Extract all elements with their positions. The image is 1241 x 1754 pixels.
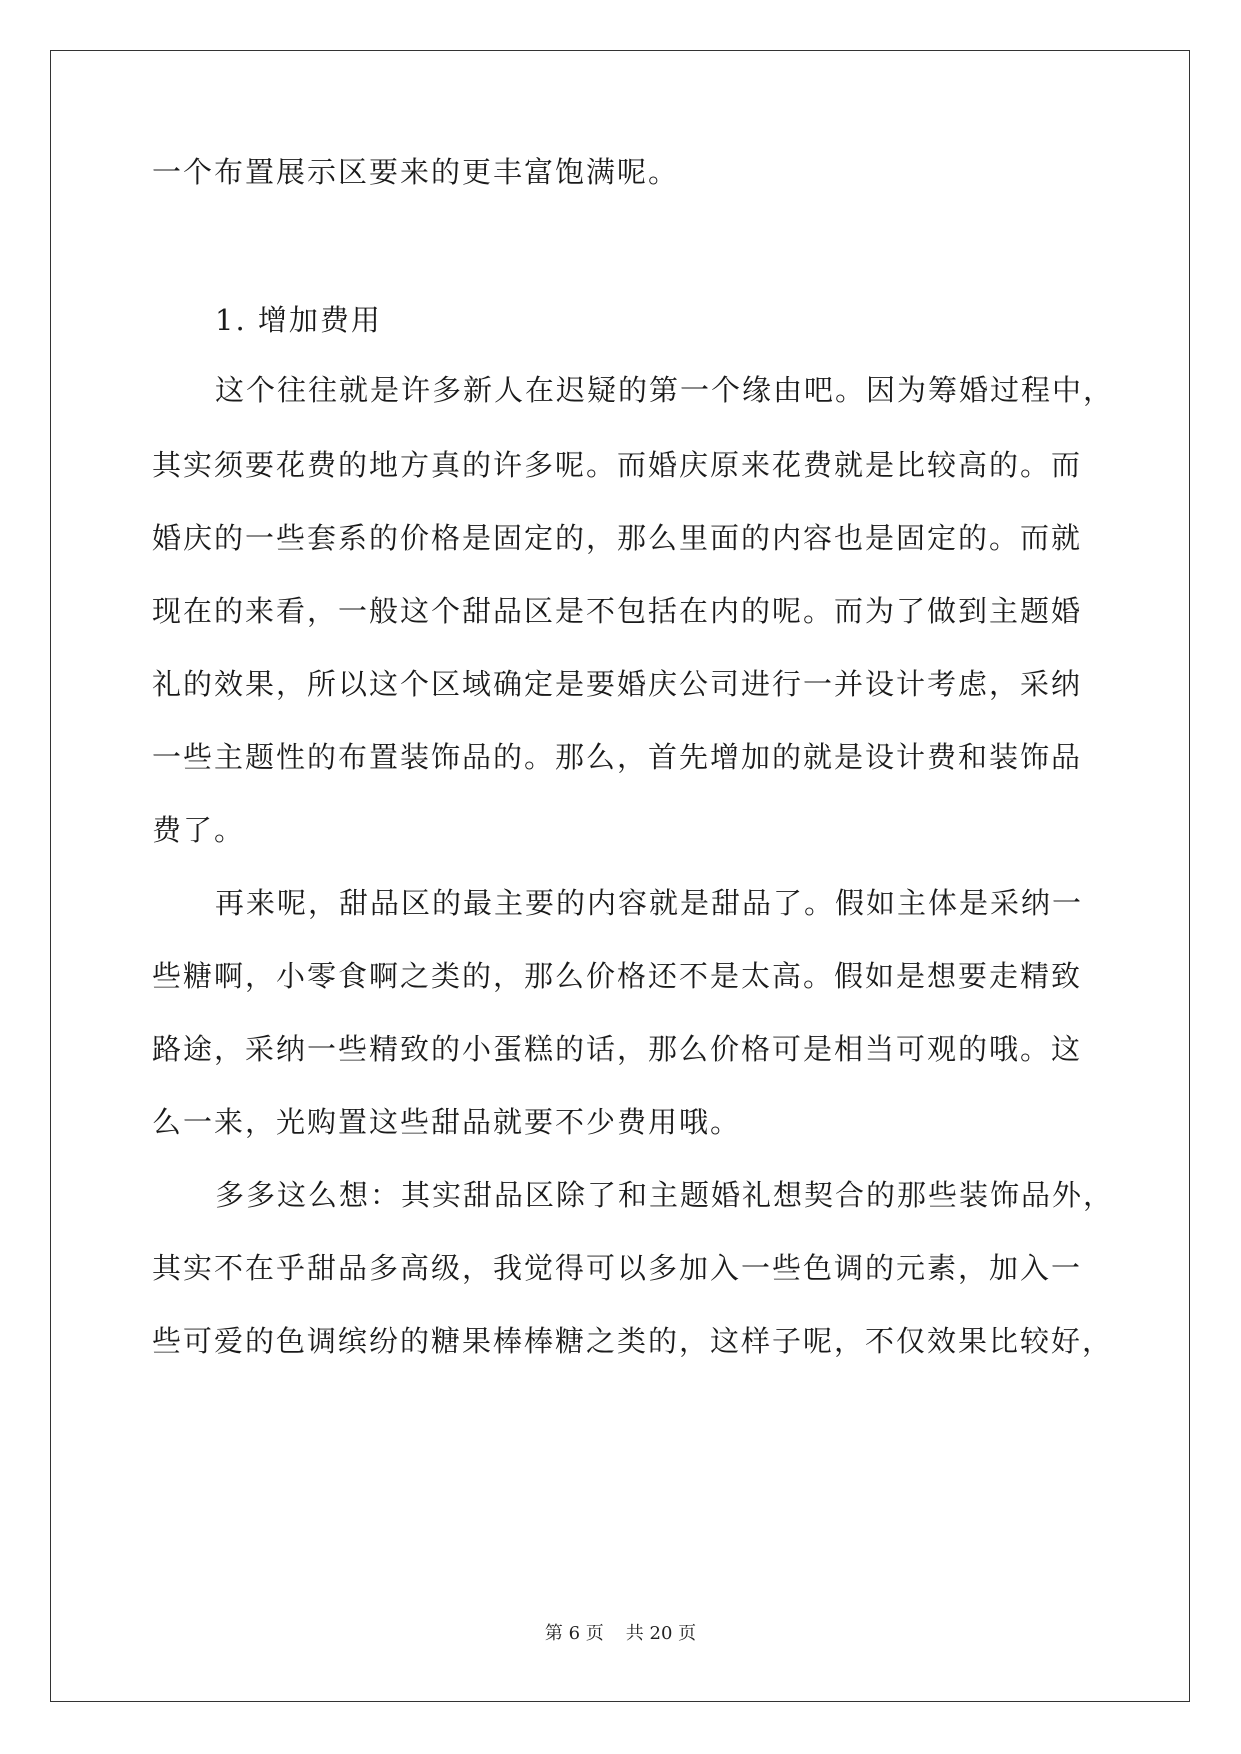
page-footer [0, 1622, 1241, 1646]
body-line-9: 费了。 [152, 813, 246, 847]
body-line-3: 这个往往就是许多新人在迟疑的第一个缘由吧。因为筹婚过程中， [215, 373, 1115, 407]
section-heading: 1. 增加费用 [215, 303, 382, 337]
body-line-16: 些可爱的色调缤纷的糖果棒棒糖之类的，这样子呢，不仅效果比较好， [152, 1324, 1114, 1358]
body-line-8: 一些主题性的布置装饰品的。那么，首先增加的就是设计费和装饰品 [152, 740, 1083, 774]
body-line-1: 一个布置展示区要来的更丰富饱满呢。 [152, 155, 680, 189]
body-line-12: 路途，采纳一些精致的小蛋糕的话，那么价格可是相当可观的哦。这 [152, 1032, 1083, 1066]
body-line-14: 多多这么想：其实甜品区除了和主题婚礼想契合的那些装饰品外， [215, 1178, 1115, 1212]
page-number-current: 第 6 页 [544, 1623, 604, 1644]
body-line-4: 其实须要花费的地方真的许多呢。而婚庆原来花费就是比较高的。而 [152, 448, 1083, 482]
body-line-13: 么一来，光购置这些甜品就要不少费用哦。 [152, 1105, 742, 1139]
body-line-15: 其实不在乎甜品多高级，我觉得可以多加入一些色调的元素，加入一 [152, 1251, 1083, 1285]
page-number-total: 共 20 页 [625, 1623, 697, 1644]
body-line-10: 再来呢，甜品区的最主要的内容就是甜品了。假如主体是采纳一 [215, 886, 1084, 920]
body-line-5: 婚庆的一些套系的价格是固定的，那么里面的内容也是固定的。而就 [152, 521, 1083, 555]
page-border [50, 50, 1190, 1702]
body-line-11: 些糖啊，小零食啊之类的，那么价格还不是太高。假如是想要走精致 [152, 959, 1083, 993]
body-line-7: 礼的效果，所以这个区域确定是要婚庆公司进行一并设计考虑，采纳 [152, 667, 1083, 701]
body-line-6: 现在的来看，一般这个甜品区是不包括在内的呢。而为了做到主题婚 [152, 594, 1083, 628]
